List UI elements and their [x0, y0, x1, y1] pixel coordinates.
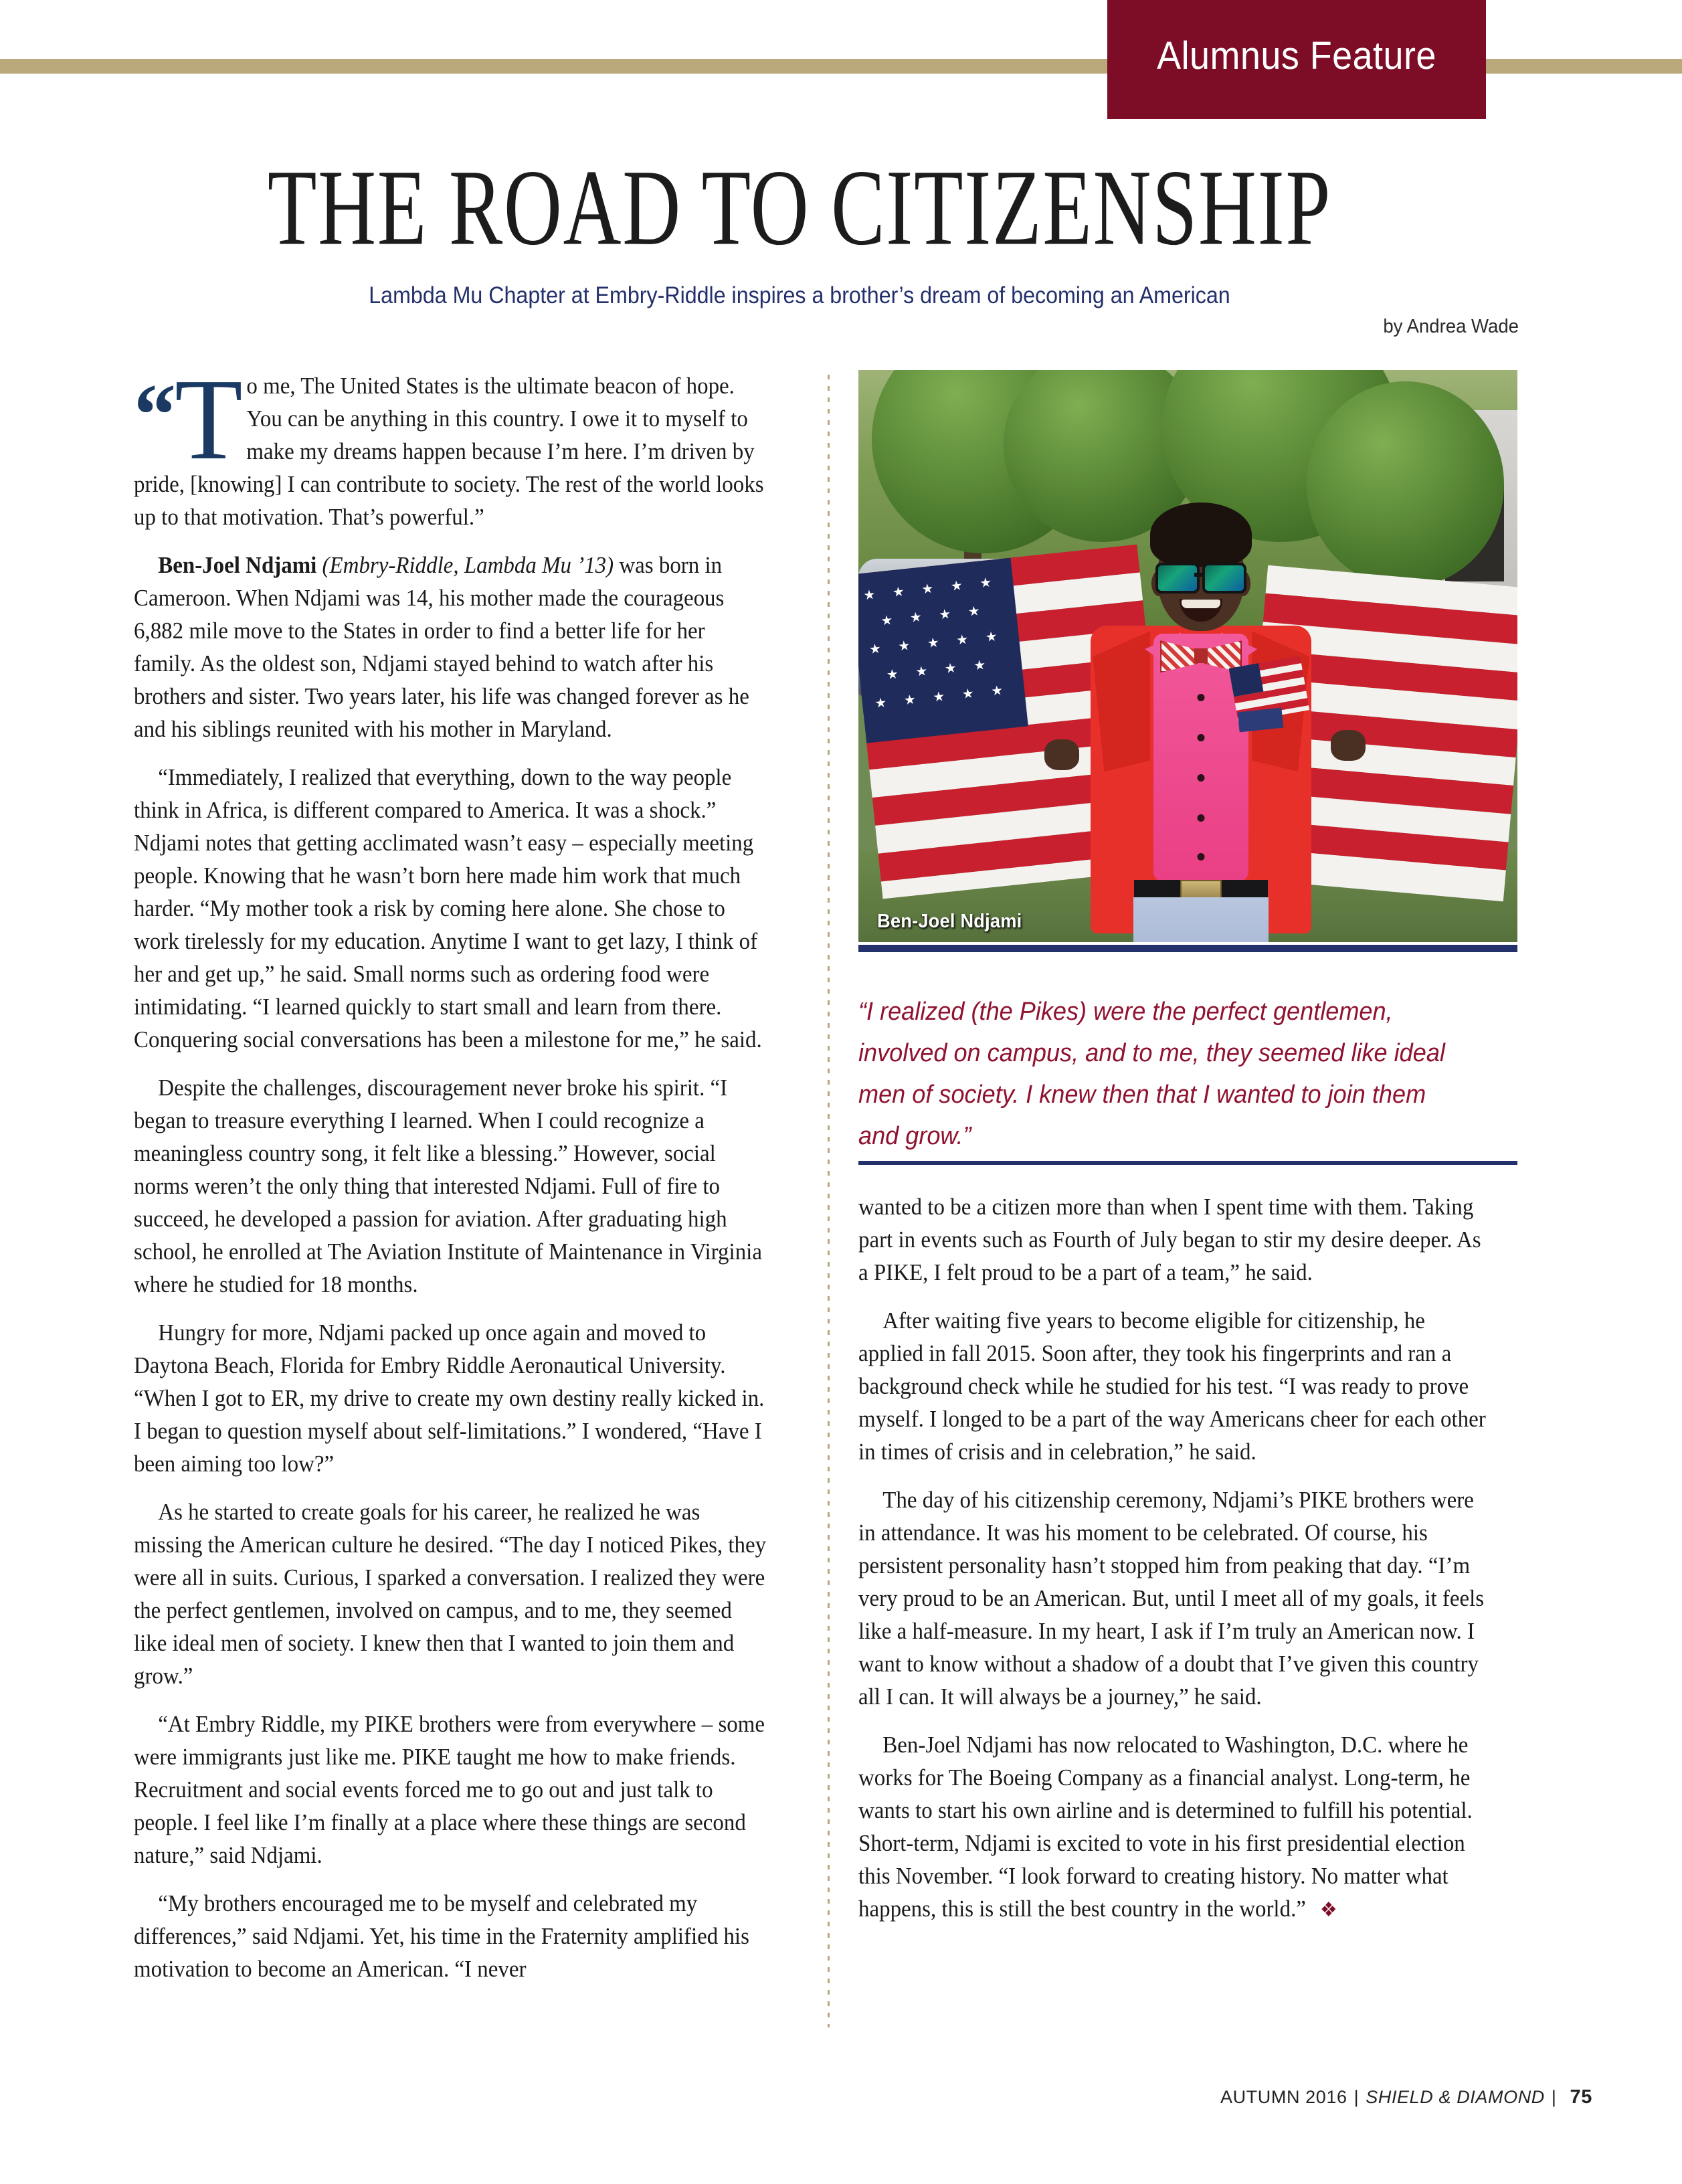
footer-issue: AUTUMN 2016 [1220, 2087, 1347, 2107]
opening-quotation-mark: “ [134, 365, 177, 464]
page-footer [0, 2086, 1592, 2108]
footer-separator-2: | [1551, 2087, 1557, 2107]
paragraph-motivation: “My brothers encouraged me to be myself and celebrated my differences,” said Ndjami. Yet, his time in the Fraternity amplified his motivation to become an American. “I never [134, 1891, 749, 1982]
paragraph-present-day [858, 1729, 1488, 1926]
column-divider [828, 375, 830, 2027]
feature-photo [858, 370, 1517, 942]
photo-subject-figure [1102, 519, 1300, 942]
section-banner-label: Alumnus Feature [1157, 34, 1436, 78]
paragraph-application: After waiting five years to become eligible for citizenship, he applied in fall 2015. Soon after, they took his fingerprints and ran a background check while he studied for his test. “I was ready to prove myself. I longed to be a part of the way Americans cheer for each other in times of crisis and in celebration,” he said. [858, 1308, 1486, 1465]
paragraph-text: was born in Cameroon. When Ndjami was 14, his mother made the courageous 6,882 mile move to the States in order to find a better life for her family. As the oldest son, Ndjami stayed behind to watch after his brothers and sister. Two years later, his life was changed forever as he and his siblings reunited with his mother in Maryland. [134, 553, 749, 742]
paragraph-aviation: Despite the challenges, discouragement never broke his spirit. “I began to treasure everything I learned. When I could recognize a meaningless country song, it felt like a blessing.” However, social norms weren’t the only thing that interested Ndjami. Full of fire to succeed, he developed a passion for aviation. After graduating high school, he enrolled at The Aviation Institute of Maintenance in Virginia where he studied for 18 months. [134, 1075, 762, 1297]
paragraph-embry-riddle: Hungry for more, Ndjami packed up once again and moved to Daytona Beach, Florida for Embry Riddle Aeronautical University. “When I got to ER, my drive to create my own destiny really kicked in. I began to question myself about self-limitations.” I wondered, “Have I been aiming too low?” [134, 1320, 765, 1477]
photo-caption: Ben-Joel Ndjami [877, 911, 1022, 932]
section-banner [1107, 0, 1486, 119]
photo-trousers [1133, 897, 1269, 942]
pullquote-block [858, 945, 1517, 1157]
footer-separator: | [1353, 2087, 1360, 2107]
subject-affiliation: (Embry-Riddle, Lambda Mu ’13) [316, 553, 614, 578]
photo-tree [1307, 381, 1505, 587]
pullquote-top-rule [858, 945, 1517, 952]
photo-illustration [858, 370, 1517, 942]
page-title: THE ROAD TO CITIZENSHIP [267, 147, 1332, 268]
page-number: 75 [1570, 2086, 1592, 2108]
drop-cap-letter: T [175, 355, 242, 484]
title-block [80, 147, 1519, 309]
paragraph-text: Ben-Joel Ndjami has now relocated to Washington, D.C. where he works for The Boeing Company as a financial analyst. Long-term, he wants to start his own airline and is determined to fulfill his potential. Short-term, Ndjami is excited to vote in his first presidential election this November. “I look forward to creating history. No matter what happens, this is still the best country in the world.” [858, 1732, 1473, 1922]
paragraph-bio [134, 549, 766, 746]
left-text-column [134, 355, 796, 2001]
photo-teeth [1182, 600, 1220, 608]
pullquote-text: “I realized (the Pikes) were the perfect gentlemen, involved on campus, and to me, they seemed like ideal men of society. I knew then that I wanted to join them and grow.” [858, 998, 1445, 1150]
paragraph-brotherhood: “At Embry Riddle, my PIKE brothers were from everywhere – some were immigrants just like me. PIKE taught me how to make friends. Recruitment and social events forced me to go out and just talk to people. I feel like I’m finally at a place where these things are second nature,” said Ndjami. [134, 1712, 765, 1868]
photo-bow-tie [1160, 640, 1242, 670]
photo-flag-canton [858, 558, 1028, 743]
subject-name: Ben-Joel Ndjami [158, 553, 317, 578]
paragraph-text: o me, The United States is the ultimate beacon of hope. You can be anything in this country. I owe it to myself to make my dreams happen because I’m here. I’m driven by pride, [knowing] I can contribute to society. The rest of the world looks up to that motivation. That’s powerful.” [134, 373, 764, 530]
paragraph-opening-quote [134, 355, 766, 534]
photo-sunglasses [1155, 563, 1246, 589]
article-subtitle: Lambda Mu Chapter at Embry-Riddle inspires a brother’s dream of becoming an American [369, 282, 1230, 308]
photo-hand [1044, 739, 1079, 770]
pullquote-bottom-rule [858, 1161, 1517, 1165]
footer-publication: SHIELD & DIAMOND [1366, 2087, 1545, 2107]
paragraph-pikes: As he started to create goals for his career, he realized he was missing the American culture he desired. “The day I noticed Pikes, they were all in suits. Curious, I sparked a conversation. I realized they were the perfect gentlemen, involved on campus, and to me, they seemed like ideal men of society. I knew then that I wanted to join them and grow.” [134, 1499, 767, 1689]
right-text-column [858, 1191, 1517, 1942]
end-of-article-ornament: ❖ [1319, 1899, 1337, 1921]
paragraph-citizen-desire: wanted to be a citizen more than when I spent time with them. Taking part in events such as Fourth of July began to stir my desire deeper. As a PIKE, I felt proud to be a part of a team,” he said. [858, 1194, 1481, 1285]
byline: by Andrea Wade [1383, 316, 1519, 337]
paragraph-acclimation: “Immediately, I realized that everything, down to the way people think in Africa, is different compared to America. It was a shock.” Ndjami notes that getting acclimated wasn’t easy – especially meeting people. Knowing that he wasn’t born here made him work that much harder. “My mother took a risk by coming here alone. She chose to work tirelessly for my education. Anytime I want to get lazy, I think of her and get up,” he said. Small norms such as ordering food were intimidating. “I learned quickly to start small and learn from there. Conquering social conversations has been a milestone for me,” he said. [134, 765, 762, 1053]
photo-hair [1150, 503, 1252, 567]
photo-hand [1331, 730, 1366, 761]
paragraph-ceremony: The day of his citizenship ceremony, Ndjami’s PIKE brothers were in attendance. It was his moment to be celebrated. Of course, his persistent personality hasn’t stopped him from peaking that day. “I’m very proud to be an American. But, until I meet all of my goals, it feels like a half-measure. In my heart, I ask if I’m truly an American now. I want to know without a shadow of a doubt that I’ve given this country all I can. It will always be a journey,” he said. [858, 1487, 1485, 1710]
page-header [0, 0, 1682, 120]
